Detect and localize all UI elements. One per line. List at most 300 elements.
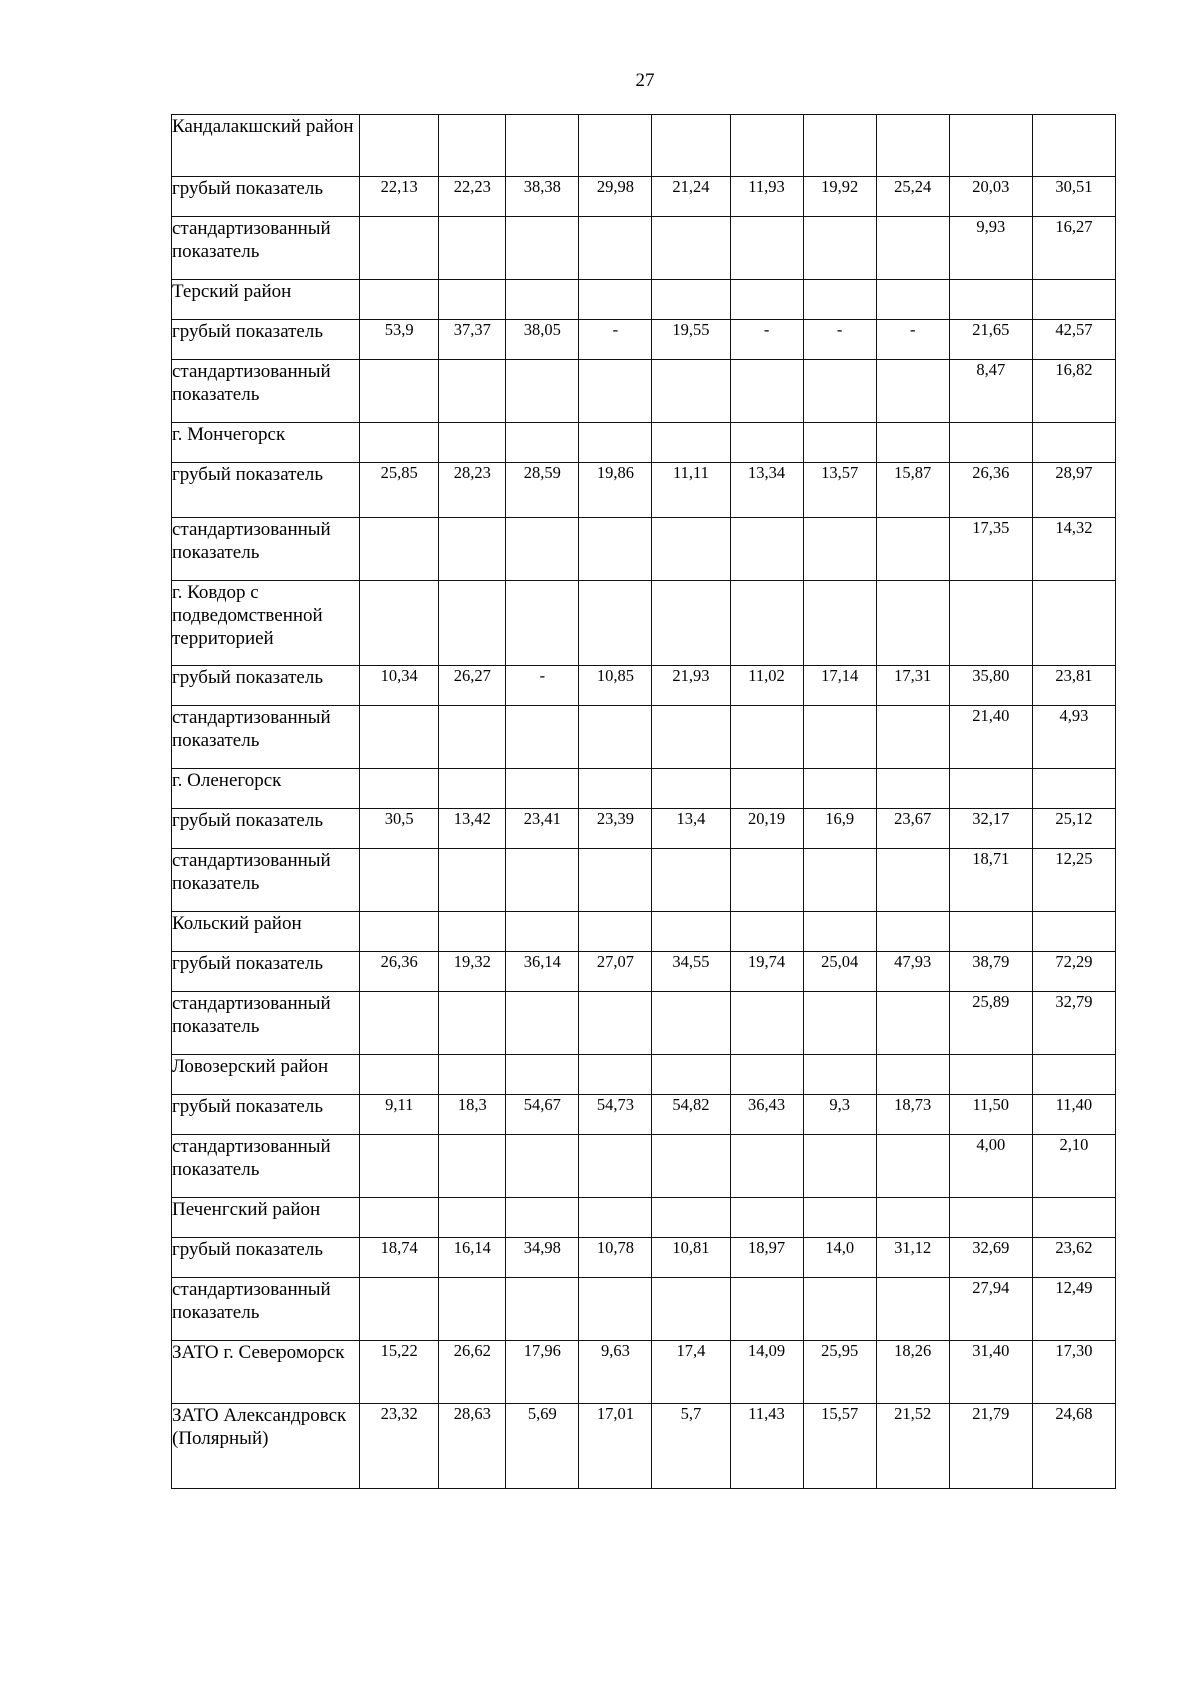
table-cell	[876, 1055, 949, 1095]
table-cell	[1032, 115, 1115, 177]
table-cell	[360, 769, 439, 809]
table-cell: 28,97	[1032, 463, 1115, 518]
table-cell: 19,86	[579, 463, 652, 518]
row-label: стандартизованный показатель	[172, 360, 360, 423]
table-cell: 26,62	[439, 1341, 506, 1404]
table-cell: 10,78	[579, 1238, 652, 1278]
table-row	[172, 217, 1116, 280]
table-cell	[803, 1198, 876, 1238]
table-cell: 30,51	[1032, 177, 1115, 217]
table-cell: 25,12	[1032, 809, 1115, 849]
row-label: г. Ковдор с подведомственной территорией	[172, 581, 360, 666]
table-cell: 17,14	[803, 666, 876, 706]
table-cell: 22,23	[439, 177, 506, 217]
table-cell	[506, 849, 579, 912]
table-cell: 12,49	[1032, 1278, 1115, 1341]
table-cell: 27,07	[579, 952, 652, 992]
table-cell	[803, 769, 876, 809]
table-cell	[803, 115, 876, 177]
table-cell: 11,02	[730, 666, 803, 706]
table-row	[172, 1095, 1116, 1135]
table-cell: 5,69	[506, 1404, 579, 1489]
table-cell: 23,32	[360, 1404, 439, 1489]
table-cell: 21,65	[949, 320, 1032, 360]
table-cell	[506, 423, 579, 463]
table-cell	[579, 769, 652, 809]
table-cell	[730, 992, 803, 1055]
row-label: грубый показатель	[172, 952, 360, 992]
table-cell: 38,38	[506, 177, 579, 217]
table-cell	[652, 1278, 730, 1341]
table-cell	[506, 360, 579, 423]
table-cell: -	[579, 320, 652, 360]
table-cell: 11,50	[949, 1095, 1032, 1135]
table-row	[172, 1198, 1116, 1238]
row-label: ЗАТО г. Североморск	[172, 1341, 360, 1404]
table-cell: 28,63	[439, 1404, 506, 1489]
table-row	[172, 1135, 1116, 1198]
table-cell: 9,3	[803, 1095, 876, 1135]
table-cell: 23,41	[506, 809, 579, 849]
table-cell: 35,80	[949, 666, 1032, 706]
table-cell: 26,36	[949, 463, 1032, 518]
table-cell	[506, 706, 579, 769]
table-cell	[506, 1278, 579, 1341]
table-cell	[1032, 280, 1115, 320]
table-cell: 10,85	[579, 666, 652, 706]
table-cell: 11,93	[730, 177, 803, 217]
table-cell: 21,79	[949, 1404, 1032, 1489]
row-label: грубый показатель	[172, 1238, 360, 1278]
table-cell	[876, 849, 949, 912]
table-cell: 17,31	[876, 666, 949, 706]
table-cell	[876, 912, 949, 952]
table-cell: 21,52	[876, 1404, 949, 1489]
table-row	[172, 360, 1116, 423]
table-cell	[506, 912, 579, 952]
table-cell: 22,13	[360, 177, 439, 217]
table-cell	[876, 1278, 949, 1341]
table-cell: 23,67	[876, 809, 949, 849]
row-label: стандартизованный показатель	[172, 1135, 360, 1198]
table-row	[172, 423, 1116, 463]
table-cell: 53,9	[360, 320, 439, 360]
table-cell: 5,7	[652, 1404, 730, 1489]
table-cell	[730, 518, 803, 581]
table-cell: 9,63	[579, 1341, 652, 1404]
table-cell: 13,4	[652, 809, 730, 849]
table-cell	[652, 769, 730, 809]
table-cell	[506, 581, 579, 666]
table-cell	[360, 280, 439, 320]
table-cell: 25,04	[803, 952, 876, 992]
table-cell	[1032, 1198, 1115, 1238]
table-cell	[876, 518, 949, 581]
table-cell	[579, 423, 652, 463]
table-cell	[730, 1055, 803, 1095]
table-cell	[439, 1135, 506, 1198]
table-row	[172, 115, 1116, 177]
row-label: грубый показатель	[172, 809, 360, 849]
table-cell: 27,94	[949, 1278, 1032, 1341]
table-cell	[439, 769, 506, 809]
table-cell	[876, 992, 949, 1055]
table-cell: 36,43	[730, 1095, 803, 1135]
table-cell: 14,32	[1032, 518, 1115, 581]
table-cell	[949, 769, 1032, 809]
table-cell	[1032, 581, 1115, 666]
table-cell: 21,24	[652, 177, 730, 217]
table-cell	[876, 581, 949, 666]
table-cell: 54,67	[506, 1095, 579, 1135]
table-cell	[439, 1278, 506, 1341]
table-cell: 29,98	[579, 177, 652, 217]
table-cell	[730, 360, 803, 423]
table-cell: 36,14	[506, 952, 579, 992]
table-cell	[652, 1055, 730, 1095]
table-cell	[579, 849, 652, 912]
table-cell	[803, 518, 876, 581]
table-cell	[730, 769, 803, 809]
table-cell	[652, 581, 730, 666]
table-cell	[439, 423, 506, 463]
table-cell: 37,37	[439, 320, 506, 360]
table-cell	[652, 992, 730, 1055]
table-cell	[360, 1198, 439, 1238]
table-cell: 54,82	[652, 1095, 730, 1135]
table-cell: 18,74	[360, 1238, 439, 1278]
table-cell	[730, 1135, 803, 1198]
table-cell: 11,11	[652, 463, 730, 518]
table-cell	[949, 1198, 1032, 1238]
table-cell	[360, 1278, 439, 1341]
table-cell: 19,32	[439, 952, 506, 992]
table-cell	[876, 1198, 949, 1238]
table-cell	[439, 518, 506, 581]
table-cell	[949, 581, 1032, 666]
table-cell	[730, 423, 803, 463]
table-cell	[730, 581, 803, 666]
table-cell: 21,40	[949, 706, 1032, 769]
table-cell: 18,26	[876, 1341, 949, 1404]
table-row	[172, 1238, 1116, 1278]
table-cell: 4,00	[949, 1135, 1032, 1198]
table-cell	[876, 360, 949, 423]
table-cell	[579, 992, 652, 1055]
table-row	[172, 952, 1116, 992]
table-cell: 18,73	[876, 1095, 949, 1135]
table-cell	[439, 1198, 506, 1238]
table-cell	[360, 115, 439, 177]
table-cell: 38,05	[506, 320, 579, 360]
page-number: 27	[635, 70, 655, 91]
table-cell	[360, 217, 439, 280]
table-cell	[579, 581, 652, 666]
table-cell	[876, 1135, 949, 1198]
table-cell: 28,23	[439, 463, 506, 518]
table-cell	[579, 912, 652, 952]
table-cell	[803, 1278, 876, 1341]
table-row	[172, 912, 1116, 952]
table-cell	[506, 1198, 579, 1238]
table-cell	[652, 849, 730, 912]
table-cell	[803, 581, 876, 666]
table-cell	[876, 706, 949, 769]
table-cell	[876, 423, 949, 463]
table-cell	[360, 992, 439, 1055]
table-cell	[579, 518, 652, 581]
table-cell	[949, 280, 1032, 320]
table-cell: 10,81	[652, 1238, 730, 1278]
table-cell	[360, 1055, 439, 1095]
table-cell	[949, 423, 1032, 463]
table-cell	[730, 1278, 803, 1341]
data-table	[171, 114, 1116, 1489]
table-cell: 23,62	[1032, 1238, 1115, 1278]
table-cell: 13,42	[439, 809, 506, 849]
table-cell: 32,17	[949, 809, 1032, 849]
row-label: Печенгский район	[172, 1198, 360, 1238]
table-cell	[949, 912, 1032, 952]
table-cell: 17,01	[579, 1404, 652, 1489]
row-label: грубый показатель	[172, 1095, 360, 1135]
table-cell: 16,14	[439, 1238, 506, 1278]
table-cell	[579, 217, 652, 280]
table-cell	[803, 706, 876, 769]
table-cell: 25,89	[949, 992, 1032, 1055]
table-cell	[652, 912, 730, 952]
table-row	[172, 1055, 1116, 1095]
table-cell	[730, 1198, 803, 1238]
table-cell: 20,03	[949, 177, 1032, 217]
table-cell	[730, 849, 803, 912]
table-row	[172, 706, 1116, 769]
table-cell	[949, 115, 1032, 177]
table-cell	[803, 1135, 876, 1198]
table-row	[172, 809, 1116, 849]
row-label: стандартизованный показатель	[172, 849, 360, 912]
row-label: стандартизованный показатель	[172, 518, 360, 581]
table-cell	[803, 217, 876, 280]
table-cell: 32,69	[949, 1238, 1032, 1278]
table-cell	[579, 1198, 652, 1238]
table-cell	[439, 280, 506, 320]
table-cell: 23,39	[579, 809, 652, 849]
table-cell: 9,11	[360, 1095, 439, 1135]
table-cell: 10,34	[360, 666, 439, 706]
table-cell: 17,30	[1032, 1341, 1115, 1404]
table-row	[172, 769, 1116, 809]
row-label: стандартизованный показатель	[172, 1278, 360, 1341]
table-cell	[803, 992, 876, 1055]
table-cell	[439, 912, 506, 952]
table-cell	[360, 706, 439, 769]
table-cell: 31,12	[876, 1238, 949, 1278]
table-cell	[652, 518, 730, 581]
table-cell	[439, 992, 506, 1055]
row-label: г. Оленегорск	[172, 769, 360, 809]
table-cell	[506, 1135, 579, 1198]
table-row	[172, 849, 1116, 912]
table-cell	[876, 280, 949, 320]
table-cell	[876, 769, 949, 809]
table-cell	[803, 423, 876, 463]
table-cell: 13,57	[803, 463, 876, 518]
table-row	[172, 666, 1116, 706]
row-label: стандартизованный показатель	[172, 992, 360, 1055]
row-label: Кандалакшский район	[172, 115, 360, 177]
table-cell	[579, 115, 652, 177]
table-cell: 42,57	[1032, 320, 1115, 360]
table-cell	[439, 581, 506, 666]
row-label: ЗАТО Александровск (Полярный)	[172, 1404, 360, 1489]
table-cell	[360, 912, 439, 952]
table-cell	[1032, 423, 1115, 463]
table-cell: 25,95	[803, 1341, 876, 1404]
table-cell: 16,82	[1032, 360, 1115, 423]
table-cell	[579, 360, 652, 423]
table-cell: 72,29	[1032, 952, 1115, 992]
table-cell: 16,9	[803, 809, 876, 849]
table-cell	[803, 280, 876, 320]
table-cell: 25,24	[876, 177, 949, 217]
table-cell: 19,55	[652, 320, 730, 360]
table-cell: -	[506, 666, 579, 706]
table-cell	[439, 1055, 506, 1095]
table-cell: 34,98	[506, 1238, 579, 1278]
row-label: грубый показатель	[172, 666, 360, 706]
table-row	[172, 1404, 1116, 1489]
table-cell	[439, 217, 506, 280]
table-cell	[579, 1055, 652, 1095]
table-cell: 19,74	[730, 952, 803, 992]
table-cell: 4,93	[1032, 706, 1115, 769]
row-label: стандартизованный показатель	[172, 706, 360, 769]
row-label: грубый показатель	[172, 463, 360, 518]
table-cell: 14,09	[730, 1341, 803, 1404]
table-cell: 38,79	[949, 952, 1032, 992]
table-cell: 17,35	[949, 518, 1032, 581]
table-cell	[1032, 769, 1115, 809]
table-cell	[360, 581, 439, 666]
table-cell	[360, 423, 439, 463]
row-label: стандартизованный показатель	[172, 217, 360, 280]
table-cell	[730, 217, 803, 280]
table-cell: 13,34	[730, 463, 803, 518]
table-cell: 16,27	[1032, 217, 1115, 280]
row-label: грубый показатель	[172, 320, 360, 360]
row-label: Ловозерский район	[172, 1055, 360, 1095]
table-cell	[579, 1278, 652, 1341]
table-row	[172, 1341, 1116, 1404]
table-cell	[730, 912, 803, 952]
table-cell	[579, 706, 652, 769]
table-cell	[803, 360, 876, 423]
table-cell	[439, 115, 506, 177]
table-cell	[652, 706, 730, 769]
table-cell: 32,79	[1032, 992, 1115, 1055]
table-cell	[506, 1055, 579, 1095]
table-cell: 26,36	[360, 952, 439, 992]
table-cell	[439, 706, 506, 769]
table-cell	[506, 769, 579, 809]
table-cell	[439, 360, 506, 423]
table-cell: 30,5	[360, 809, 439, 849]
table-row	[172, 320, 1116, 360]
table-cell	[579, 280, 652, 320]
table-cell: 25,85	[360, 463, 439, 518]
table-cell	[506, 992, 579, 1055]
table-cell	[803, 1055, 876, 1095]
table-cell: 11,43	[730, 1404, 803, 1489]
table-cell: 34,55	[652, 952, 730, 992]
table-cell: 21,93	[652, 666, 730, 706]
table-cell: 15,87	[876, 463, 949, 518]
row-label: Терский район	[172, 280, 360, 320]
table-cell	[652, 1135, 730, 1198]
table-cell: 12,25	[1032, 849, 1115, 912]
table-cell	[876, 217, 949, 280]
table-cell: 54,73	[579, 1095, 652, 1135]
table-cell: 47,93	[876, 952, 949, 992]
table-cell: 17,96	[506, 1341, 579, 1404]
table-cell	[803, 912, 876, 952]
table-cell	[730, 706, 803, 769]
table-cell: 18,71	[949, 849, 1032, 912]
table-cell: 24,68	[1032, 1404, 1115, 1489]
table-cell	[360, 1135, 439, 1198]
table-cell	[1032, 912, 1115, 952]
table-cell: -	[803, 320, 876, 360]
table-cell: 11,40	[1032, 1095, 1115, 1135]
table-cell	[506, 115, 579, 177]
table-cell: 9,93	[949, 217, 1032, 280]
table-row	[172, 581, 1116, 666]
table-cell: 15,22	[360, 1341, 439, 1404]
row-label: г. Мончегорск	[172, 423, 360, 463]
table-cell: 26,27	[439, 666, 506, 706]
table-cell	[652, 423, 730, 463]
table-cell	[652, 1198, 730, 1238]
row-label: Кольский район	[172, 912, 360, 952]
table-row	[172, 177, 1116, 217]
table-cell	[730, 115, 803, 177]
table-cell	[1032, 1055, 1115, 1095]
table-cell: 19,92	[803, 177, 876, 217]
table-cell	[652, 217, 730, 280]
table-cell: 14,0	[803, 1238, 876, 1278]
table-cell: 17,4	[652, 1341, 730, 1404]
table-row	[172, 518, 1116, 581]
table-row	[172, 992, 1116, 1055]
table-cell	[652, 115, 730, 177]
table-cell	[439, 849, 506, 912]
table-cell: 2,10	[1032, 1135, 1115, 1198]
table-cell	[652, 280, 730, 320]
table-cell	[506, 217, 579, 280]
table-cell	[506, 518, 579, 581]
table-row	[172, 1278, 1116, 1341]
table-cell	[579, 1135, 652, 1198]
table-cell: -	[730, 320, 803, 360]
table-cell	[652, 360, 730, 423]
table-cell: 31,40	[949, 1341, 1032, 1404]
table-cell	[360, 360, 439, 423]
table-cell	[949, 1055, 1032, 1095]
table-cell: 18,3	[439, 1095, 506, 1135]
row-label: грубый показатель	[172, 177, 360, 217]
table-cell: 23,81	[1032, 666, 1115, 706]
